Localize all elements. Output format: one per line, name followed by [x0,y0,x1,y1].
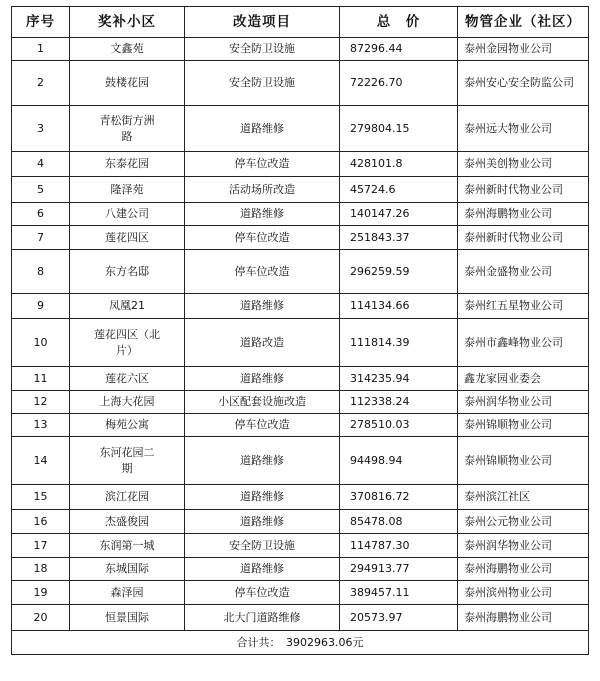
row-price: 112338.24 [340,391,458,414]
row-price: 45724.6 [340,177,458,203]
row-no: 4 [12,152,70,177]
row-no: 20 [12,605,70,631]
row-project: 安全防卫设施 [185,38,340,61]
row-name: 东河花园二期 [70,437,185,485]
row-no: 15 [12,485,70,510]
total-amount: 合计共： 3902963.06元 [12,631,589,655]
row-no: 8 [12,250,70,294]
row-name: 滨江花园 [70,485,185,510]
table-row [12,534,589,558]
row-price: 294913.77 [340,558,458,581]
row-name: 东泰花园 [70,152,185,177]
row-no: 17 [12,534,70,558]
row-no: 13 [12,414,70,437]
row-company: 泰州红五星物业公司 [458,294,589,319]
row-company: 泰州润华物业公司 [458,534,589,558]
row-company: 泰州市鑫峰物业公司 [458,319,589,367]
row-no: 19 [12,581,70,605]
row-company: 泰州滨江社区 [458,485,589,510]
row-name: 梅苑公寓 [70,414,185,437]
row-no: 7 [12,226,70,250]
table-row [12,510,589,534]
row-price: 278510.03 [340,414,458,437]
row-project: 道路维修 [185,203,340,226]
row-project: 活动场所改造 [185,177,340,203]
row-price: 114787.30 [340,534,458,558]
header-name: 奖补小区 [70,7,185,38]
table-row [12,38,589,61]
row-name: 隆泽苑 [70,177,185,203]
table-row [12,414,589,437]
row-company: 泰州金园物业公司 [458,38,589,61]
row-company: 泰州润华物业公司 [458,391,589,414]
row-no: 5 [12,177,70,203]
row-project: 道路维修 [185,294,340,319]
table-row [12,152,589,177]
row-company: 泰州锦顺物业公司 [458,414,589,437]
row-company: 泰州海鹏物业公司 [458,203,589,226]
row-name: 东润第一城 [70,534,185,558]
row-no: 18 [12,558,70,581]
row-project: 停车位改造 [185,226,340,250]
header-no: 序号 [12,7,70,38]
row-price: 87296.44 [340,38,458,61]
row-price: 20573.97 [340,605,458,631]
row-project: 停车位改造 [185,414,340,437]
row-no: 2 [12,61,70,106]
row-price: 314235.94 [340,367,458,391]
row-no: 12 [12,391,70,414]
row-name: 青松街方洲路 [70,106,185,152]
row-price: 428101.8 [340,152,458,177]
row-company: 泰州美创物业公司 [458,152,589,177]
row-project: 停车位改造 [185,250,340,294]
row-name: 东方名邸 [70,250,185,294]
row-project: 道路改造 [185,319,340,367]
table-row [12,250,589,294]
row-project: 道路维修 [185,106,340,152]
table-row [12,226,589,250]
table-row [12,605,589,631]
row-price: 114134.66 [340,294,458,319]
row-project: 北大门道路维修 [185,605,340,631]
row-name: 八建公司 [70,203,185,226]
row-company: 泰州金盛物业公司 [458,250,589,294]
row-project: 小区配套设施改造 [185,391,340,414]
row-name: 凤凰21 [70,294,185,319]
row-company: 泰州新时代物业公司 [458,177,589,203]
row-company: 泰州滨州物业公司 [458,581,589,605]
row-company: 鑫龙家园业委会 [458,367,589,391]
row-no: 10 [12,319,70,367]
table-row [12,367,589,391]
row-price: 72226.70 [340,61,458,106]
row-name: 鼓楼花园 [70,61,185,106]
row-name: 文鑫苑 [70,38,185,61]
subsidy-table [11,6,589,655]
row-project: 停车位改造 [185,152,340,177]
row-price: 370816.72 [340,485,458,510]
header-project: 改造项目 [185,7,340,38]
row-name: 莲花四区（北片） [70,319,185,367]
row-price: 85478.08 [340,510,458,534]
row-no: 6 [12,203,70,226]
row-no: 1 [12,38,70,61]
row-no: 14 [12,437,70,485]
row-name: 杰盛俊园 [70,510,185,534]
row-company: 泰州海鹏物业公司 [458,605,589,631]
row-price: 296259.59 [340,250,458,294]
table-row [12,558,589,581]
row-project: 道路维修 [185,558,340,581]
header-price: 总 价 [340,7,458,38]
row-project: 道路维修 [185,367,340,391]
table-row [12,106,589,152]
table-row [12,319,589,367]
total-row [12,631,589,655]
row-price: 251843.37 [340,226,458,250]
table-row [12,61,589,106]
row-price: 279804.15 [340,106,458,152]
row-price: 111814.39 [340,319,458,367]
row-company: 泰州远大物业公司 [458,106,589,152]
row-price: 389457.11 [340,581,458,605]
row-company: 泰州锦顺物业公司 [458,437,589,485]
table-row [12,391,589,414]
row-project: 道路维修 [185,510,340,534]
row-company: 泰州公元物业公司 [458,510,589,534]
table-row [12,203,589,226]
row-project: 道路维修 [185,485,340,510]
row-name: 东城国际 [70,558,185,581]
row-company: 泰州安心安全防监公司 [458,61,589,106]
row-name: 上海大花园 [70,391,185,414]
row-project: 停车位改造 [185,581,340,605]
row-no: 9 [12,294,70,319]
row-price: 94498.94 [340,437,458,485]
row-company: 泰州海鹏物业公司 [458,558,589,581]
row-no: 16 [12,510,70,534]
table-row [12,485,589,510]
row-project: 安全防卫设施 [185,61,340,106]
header-company: 物管企业（社区） [458,7,589,38]
row-price: 140147.26 [340,203,458,226]
table-row [12,177,589,203]
row-company: 泰州新时代物业公司 [458,226,589,250]
row-no: 3 [12,106,70,152]
row-project: 安全防卫设施 [185,534,340,558]
row-name: 莲花六区 [70,367,185,391]
row-name: 森泽园 [70,581,185,605]
row-no: 11 [12,367,70,391]
table-header-row [12,7,589,38]
row-project: 道路维修 [185,437,340,485]
table-row [12,581,589,605]
row-name: 恒景国际 [70,605,185,631]
table-row [12,437,589,485]
table-row [12,294,589,319]
row-name: 莲花四区 [70,226,185,250]
